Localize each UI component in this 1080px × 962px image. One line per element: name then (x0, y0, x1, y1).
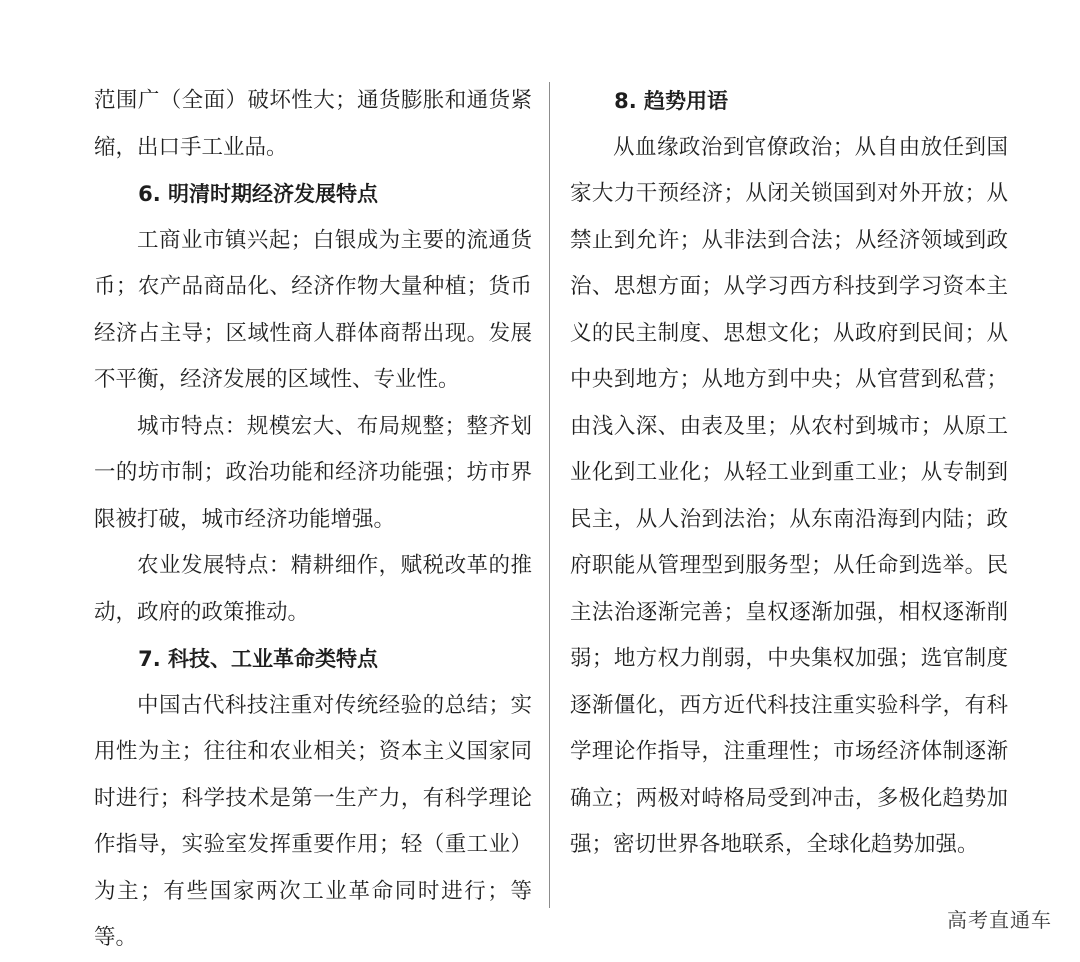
section-8-heading: 8. 趋势用语 (614, 89, 728, 113)
watermark-text: 高考直通车 (947, 908, 1052, 932)
section-6-heading: 6. 明清时期经济发展特点 (138, 182, 378, 206)
column-divider (549, 82, 550, 908)
section-7-paragraph-1: 中国古代科技注重对传统经验的总结；实用性为主；往往和农业相关；资本主义国家同时进行；科学技术是第一生产力，有科学理论作指导，实验室发挥重要作用；轻（重工业）为主；有些国家两次工业革命同时进行；等等。 (94, 692, 532, 950)
section-8-paragraph-1: 从血缘政治到官僚政治；从自由放任到国家大力干预经济；从闭关锁国到对外开放；从禁止到允许；从非法到合法；从经济领域到政治、思想方面；从学习西方科技到学习资本主义的民主制度、思想文化；从政府到民间；从中央到地方；从地方到中央；从官营到私营；由浅入深、由表及里；从农村到城市；从原工业化到工业化；从轻工业到重工业；从专制到民主，从人治到法治；从东南沿海到内陆；政府职能从管理型到服务型；从任命到选举。民主法治逐渐完善；皇权逐渐加强，相权逐渐削弱；地方权力削弱，中央集权加强；选官制度逐渐僵化，西方近代科技注重实验科学，有科学理论作指导，注重理性；市场经济体制逐渐确立；两极对峙格局受到冲击，多极化趋势加强；密切世界各地联系，全球化趋势加强。 (570, 134, 1008, 857)
section-6-paragraph-3: 农业发展特点：精耕细作，赋税改革的推动，政府的政策推动。 (94, 553, 532, 625)
intro-paragraph: 范围广（全面）破坏性大；通货膨胀和通货紧缩，出口手工业品。 (94, 88, 532, 160)
section-6-paragraph-2: 城市特点：规模宏大、布局规整；整齐划一的坊市制；政治功能和经济功能强；坊市界限被打破，城市经济功能增强。 (94, 413, 532, 532)
right-column (570, 78, 1008, 869)
section-6-paragraph-1: 工商业市镇兴起；白银成为主要的流通货币；农产品商品化、经济作物大量种植；货币经济占主导；区域性商人群体商帮出现。发展不平衡，经济发展的区域性、专业性。 (94, 227, 532, 392)
left-column (94, 78, 532, 962)
section-7-heading: 7. 科技、工业革命类特点 (138, 647, 378, 671)
